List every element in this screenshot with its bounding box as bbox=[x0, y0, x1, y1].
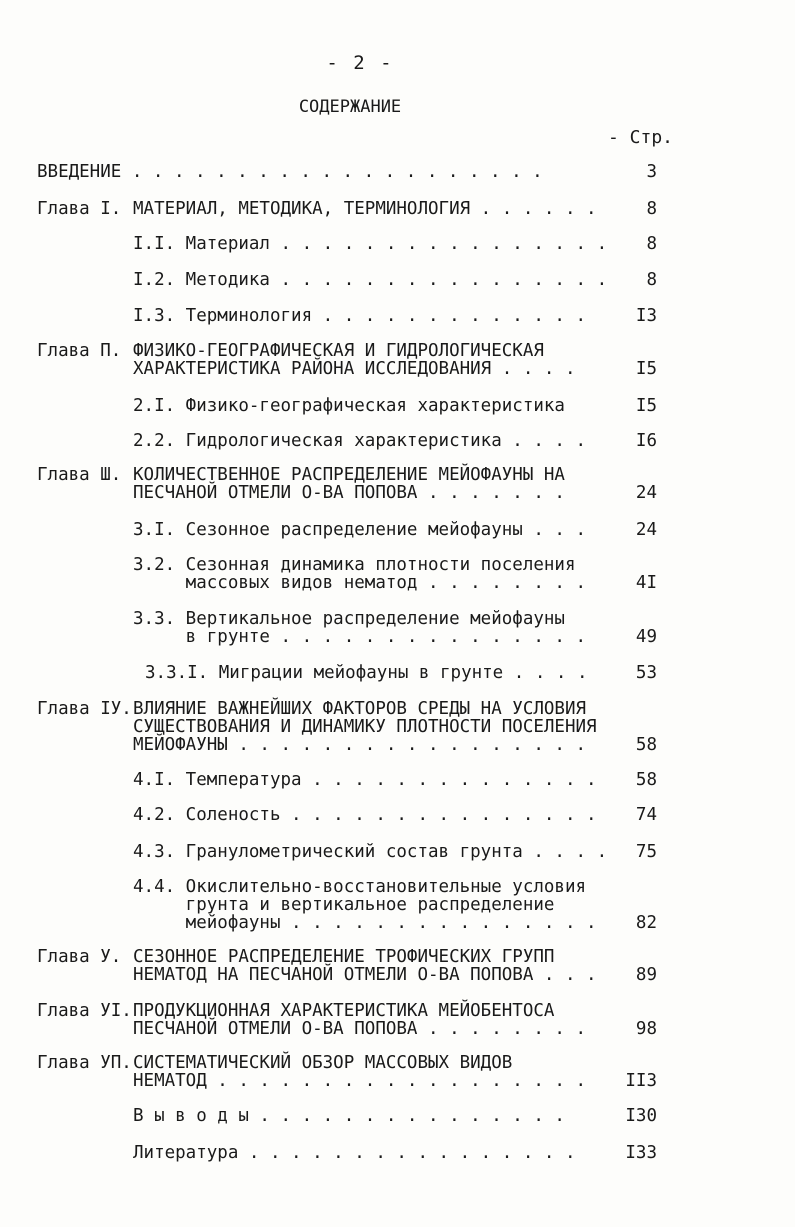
document-title: СОДЕРЖАНИЕ bbox=[298, 97, 402, 117]
toc-page-number: 8 bbox=[646, 270, 657, 290]
toc-entry-title: 2.2. Гидрологическая характеристика . . . . bbox=[133, 431, 587, 451]
toc-chapter-label: Глава УП. bbox=[37, 1053, 132, 1073]
toc-page-number: 8 bbox=[646, 234, 657, 254]
toc-entry-title: 3.3.I. Миграции мейофауны в грунте . . . . bbox=[145, 663, 588, 683]
toc-page-number: 24 bbox=[635, 520, 657, 540]
toc-entry-title: 3.3. Вертикальное распределение мейофауны bbox=[133, 609, 565, 629]
toc-page-number: 58 bbox=[635, 735, 657, 755]
toc-page-number: 58 bbox=[635, 770, 657, 790]
toc-entry-title: I.I. Материал . . . . . . . . . . . . . . . . bbox=[133, 234, 608, 254]
toc-entry-title: I.3. Терминология . . . . . . . . . . . . . bbox=[133, 306, 587, 326]
toc-page-number: I30 bbox=[625, 1106, 657, 1126]
toc-chapter-label: Глава П. bbox=[37, 341, 122, 361]
toc-entry-title: Литература . . . . . . . . . . . . . . . . bbox=[133, 1143, 576, 1163]
toc-entry-title: 2.I. Физико-географическая характеристика bbox=[133, 396, 565, 416]
toc-page-number: 24 bbox=[635, 483, 657, 503]
toc-entry-title: 4.I. Температура . . . . . . . . . . . . . . bbox=[133, 770, 597, 790]
toc-entry-title: НЕМАТОД . . . . . . . . . . . . . . . . . . bbox=[133, 1071, 587, 1091]
toc-page-number: II3 bbox=[625, 1071, 657, 1091]
toc-page-number: 82 bbox=[635, 913, 657, 933]
toc-entry-title: МЕЙОФАУНЫ . . . . . . . . . . . . . . . . . bbox=[133, 735, 587, 755]
toc-entry-title: в грунте . . . . . . . . . . . . . . . bbox=[133, 627, 587, 647]
toc-page-number: 4I bbox=[635, 573, 657, 593]
toc-entry-title: 3.2. Сезонная динамика плотности поселения bbox=[133, 555, 576, 575]
toc-page-number: I5 bbox=[635, 359, 657, 379]
toc-entry-title: I.2. Методика . . . . . . . . . . . . . . . . bbox=[133, 270, 608, 290]
toc-page-number: 89 bbox=[635, 965, 657, 985]
toc-chapter-label: Глава У. bbox=[37, 947, 122, 967]
toc-page-number: I3 bbox=[635, 306, 657, 326]
toc-entry-title: КОЛИЧЕСТВЕННОЕ РАСПРЕДЕЛЕНИЕ МЕЙОФАУНЫ НА bbox=[133, 465, 565, 485]
toc-entry-title: грунта и вертикальное распределение bbox=[133, 895, 555, 915]
toc-entry-title: ПЕСЧАНОЙ ОТМЕЛИ О-ВА ПОПОВА . . . . . . . bbox=[133, 483, 565, 503]
toc-page-number: 75 bbox=[635, 842, 657, 862]
toc-entry-title: ХАРАКТЕРИСТИКА РАЙОНА ИССЛЕДОВАНИЯ . . . . bbox=[133, 359, 576, 379]
toc-entry-title: 4.4. Окислительно-восстановительные условия bbox=[133, 877, 587, 897]
toc-page-number: 98 bbox=[635, 1019, 657, 1039]
toc-entry-title: массовых видов нематод . . . . . . . . bbox=[133, 573, 587, 593]
toc-chapter-label: Глава IУ. bbox=[37, 699, 132, 719]
toc-entry-title: ФИЗИКО-ГЕОГРАФИЧЕСКАЯ И ГИДРОЛОГИЧЕСКАЯ bbox=[133, 341, 544, 361]
toc-page-number: I33 bbox=[625, 1143, 657, 1163]
toc-entry-title: ПРОДУКЦИОННАЯ ХАРАКТЕРИСТИКА МЕЙОБЕНТОСА bbox=[133, 1001, 555, 1021]
toc-entry-title: ПЕСЧАНОЙ ОТМЕЛИ О-ВА ПОПОВА . . . . . . . . bbox=[133, 1019, 587, 1039]
toc-entry-title: НЕМАТОД НА ПЕСЧАНОЙ ОТМЕЛИ О-ВА ПОПОВА . . . bbox=[133, 965, 597, 985]
toc-entry-title: СУЩЕСТВОВАНИЯ И ДИНАМИКУ ПЛОТНОСТИ ПОСЕЛЕНИЯ bbox=[133, 717, 597, 737]
toc-page-number: 3 bbox=[646, 162, 657, 182]
toc-entry-title: ВЛИЯНИЕ ВАЖНЕЙШИХ ФАКТОРОВ СРЕДЫ НА УСЛОВИЯ bbox=[133, 699, 587, 719]
toc-chapter-label: Глава УI. bbox=[37, 1001, 132, 1021]
toc-entry-title: 4.2. Соленость . . . . . . . . . . . . . . . bbox=[133, 805, 597, 825]
toc-entry-title: 3.I. Сезонное распределение мейофауны . . . bbox=[133, 520, 587, 540]
toc-entry-title: ВВЕДЕНИЕ . . . . . . . . . . . . . . . . . . . . bbox=[37, 162, 543, 182]
toc-entry-title: мейофауны . . . . . . . . . . . . . . . bbox=[133, 913, 597, 933]
toc-chapter-label: Глава Ш. bbox=[37, 465, 122, 485]
toc-page-number: I6 bbox=[635, 431, 657, 451]
toc-entry-title: СЕЗОННОЕ РАСПРЕДЕЛЕНИЕ ТРОФИЧЕСКИХ ГРУПП bbox=[133, 947, 555, 967]
toc-page-number: 8 bbox=[646, 199, 657, 219]
toc-entry-title: СИСТЕМАТИЧЕСКИЙ ОБЗОР МАССОВЫХ ВИДОВ bbox=[133, 1053, 513, 1073]
toc-entry-title: В ы в о д ы . . . . . . . . . . . . . . . bbox=[133, 1106, 565, 1126]
page-number: - 2 - bbox=[326, 52, 394, 74]
toc-page-number: 49 bbox=[635, 627, 657, 647]
toc-page-number: 74 bbox=[635, 805, 657, 825]
toc-page-number: I5 bbox=[635, 396, 657, 416]
toc-entry-title: 4.3. Гранулометрический состав грунта . . . . bbox=[133, 842, 608, 862]
pages-column-label: - Стр. bbox=[608, 127, 674, 148]
toc-page-number: 53 bbox=[635, 663, 657, 683]
toc-chapter-label: Глава I. bbox=[37, 199, 122, 219]
toc-entry-title: МАТЕРИАЛ, МЕТОДИКА, ТЕРМИНОЛОГИЯ . . . . . . bbox=[133, 199, 597, 219]
